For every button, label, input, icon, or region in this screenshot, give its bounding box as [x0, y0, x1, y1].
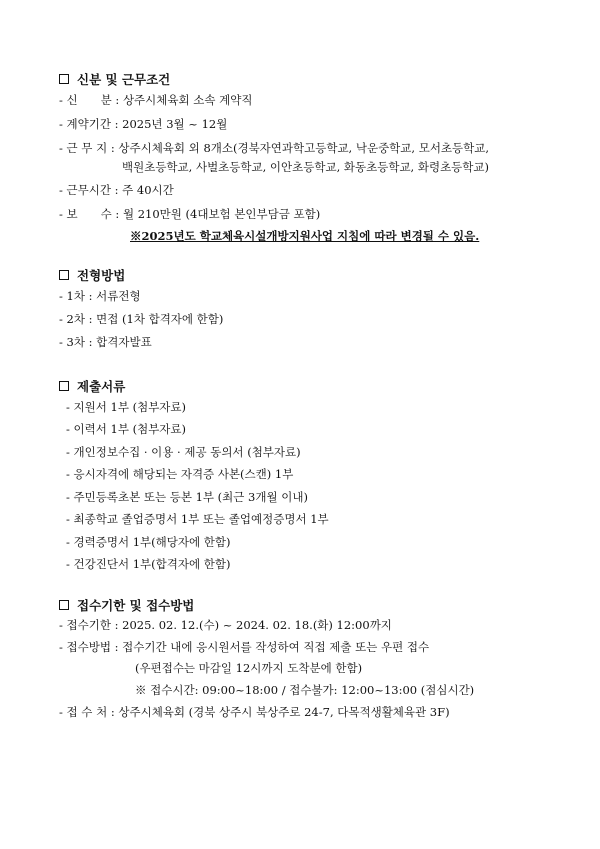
row-reception-hours: ※ 접수시간: 09:00~18:00 / 접수불가: 12:00~13:00 (점심시간)	[135, 683, 475, 697]
row-contract-period: - 계약기간 : 2025년 3월 ~ 12월	[59, 117, 228, 131]
row-status: - 신 분 : 상주시체육회 소속 계약직	[59, 93, 253, 107]
row-doc-career: - 경력증명서 1부(해당자에 한함)	[66, 535, 231, 549]
row-doc-resume: - 이력서 1부 (첨부자료)	[66, 422, 187, 436]
row-doc-graduation: - 최종학교 졸업증명서 1부 또는 졸업예정증명서 1부	[66, 512, 329, 526]
checkbox-square-icon	[59, 74, 69, 84]
section-title-selection: 전형방법	[59, 266, 125, 284]
section-title-documents: 제출서류	[59, 377, 125, 395]
row-step-3: - 3차 : 합격자발표	[59, 335, 152, 349]
row-doc-resident: - 주민등록초본 또는 등본 1부 (최근 3개월 이내)	[66, 490, 308, 504]
section-title-employment: 신분 및 근무조건	[59, 70, 170, 88]
row-step-2: - 2차 : 면접 (1차 합격자에 한함)	[59, 312, 224, 326]
row-workplace-cont: 백원초등학교, 사벌초등학교, 이안초등학교, 화동초등학교, 화령초등학교)	[122, 160, 489, 174]
row-method: - 접수방법 : 접수기간 내에 응시원서를 작성하여 직접 제출 또는 우편 접수	[59, 640, 430, 654]
row-doc-application: - 지원서 1부 (첨부자료)	[66, 400, 187, 414]
checkbox-square-icon	[59, 270, 69, 280]
row-doc-privacy: - 개인정보수집 · 이용 · 제공 동의서 (첨부자료)	[66, 445, 301, 459]
row-method-note: (우편접수는 마감일 12시까지 도착분에 한함)	[135, 661, 363, 675]
checkbox-square-icon	[59, 600, 69, 610]
row-work-hours: - 근무시간 : 주 40시간	[59, 183, 174, 197]
row-doc-license: - 응시자격에 해당되는 자격증 사본(스캔) 1부	[66, 467, 294, 481]
row-salary: - 보 수 : 월 210만원 (4대보험 본인부담금 포함)	[59, 207, 321, 221]
checkbox-square-icon	[59, 381, 69, 391]
row-doc-health: - 건강진단서 1부(합격자에 한함)	[66, 557, 231, 571]
row-step-1: - 1차 : 서류전형	[59, 289, 141, 303]
row-workplace: - 근 무 지 : 상주시체육회 외 8개소(경북자연과학고등학교, 낙운중학교, 모서초등학교,	[59, 141, 490, 155]
row-deadline: - 접수기한 : 2025. 02. 12.(수) ~ 2024. 02. 18.(화) 12:00까지	[59, 618, 392, 632]
row-office: - 접 수 처 : 상주시체육회 (경북 상주시 북상주로 24-7, 다목적생활체육관 3F)	[59, 705, 450, 719]
section-title-submission: 접수기한 및 접수방법	[59, 596, 194, 614]
notice-guideline: ※2025년도 학교체육시설개방지원사업 지침에 따라 변경될 수 있음.	[130, 229, 480, 243]
